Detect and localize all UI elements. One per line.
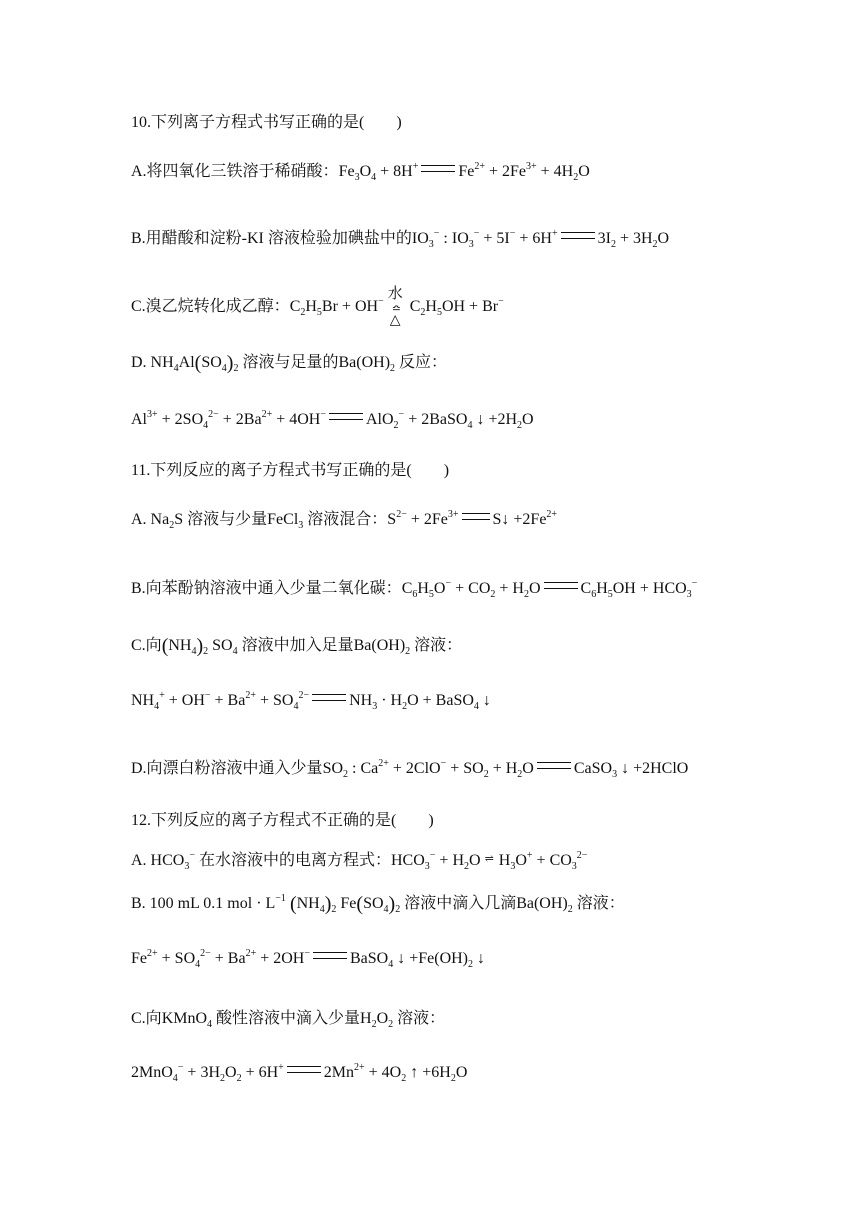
reversible-arrow: ⇌ bbox=[484, 853, 495, 865]
q10-option-a: A.将四氧化三铁溶于稀硝酸：$Fe_3O_4 + 8H^+$ $Fe^{2+} + 2Fe^{3+} + 4H_2O$ bbox=[131, 161, 590, 183]
q11-option-d: D.向漂白粉溶液中通入少量$SO_2$ : $Ca^{2+} + 2ClO^- + SO_2 + H_2O$ CaSO$_3$ ↓ +2HClO bbox=[131, 758, 689, 780]
q10-option-b: B.用醋酸和淀粉-KI 溶液检验加碘盐中的$IO_3^-$ : $IO_3^- + 5I^- + 6H^+$ $3I_2 + 3H_2O$ bbox=[131, 228, 670, 250]
q12-option-c-equation: $2MnO_4^- + 3H_2O_2 + 6H^+$ $2Mn^{2+} + 4O_2$ ↑ $+6H_2O$ bbox=[131, 1062, 468, 1084]
q11-option-a: A. $Na_2S$ 溶液与少量FeCl$_3$ 溶液混合：$S^{2-} + 2Fe^{3+}$ S↓ $+2Fe^{2+}$ bbox=[131, 509, 558, 531]
q10-option-d-equation: $Al^{3+} + 2SO_4^{2-} + 2Ba^{2+} + 4OH^-$ AlO$_2$− + 2BaSO$_4$ ↓ $+2H_2O$ bbox=[131, 409, 534, 431]
q11-title: 11.下列反应的离子方程式书写正确的是( ) bbox=[131, 462, 450, 479]
q11-option-c-equation: $NH_4^+ + OH^- + Ba^{2+} + SO_4^{2-}$ $NH_3 \cdot H_2O$ + BaSO$_4$ ↓ bbox=[131, 690, 491, 712]
q12-option-a: A. $HCO_3^-$ 在水溶液中的电离方程式：$HCO_3^- + H_2O$ ⇌ $H_3O^+ + CO_3^{2-}$ bbox=[131, 850, 588, 872]
q11-option-c: C.向$(NH_4)_2$ $SO_4$ 溶液中加入足量$Ba(OH)_2$ 溶液： bbox=[131, 635, 463, 657]
q12-option-b-equation: $Fe^{2+} + SO_4^{2-} + Ba^{2+} + 2OH^-$ BaSO$_4$ ↓ $+Fe(OH)_2$ ↓ bbox=[131, 948, 486, 970]
q12-title: 12.下列反应的离子方程式不正确的是( ) bbox=[131, 812, 434, 829]
q12-option-c: C.向KMnO$_4$ 酸性溶液中滴入少量$H_2O_2$ 溶液： bbox=[131, 1010, 446, 1030]
q11-option-b: B.向苯酚钠溶液中通入少量二氧化碳：$C_6H_5O^- + CO_2 + H_2O$ $C_6H_5OH + HCO_3^-$ bbox=[131, 578, 698, 600]
q10-option-d: D. $NH_4Al(SO_4)_2$ 溶液与足量的$Ba(OH)_2$ 反应： bbox=[131, 352, 448, 374]
q10-option-c: C.溴乙烷转化成乙醇：$C_2H_5Br + OH^-$ 水 ≏ △ $C_2H_5OH + Br^-$ bbox=[131, 286, 504, 328]
q12-option-b: B. 100 mL 0.1 mol · $L^{-1}$ $(NH_4)_2$ $Fe(SO_4)_2$ 溶液中滴入几滴$Ba(OH)_2$ 溶液： bbox=[131, 893, 625, 915]
reaction-condition: 水 ≏ △ bbox=[387, 286, 403, 328]
q10-title: 10.下列离子方程式书写正确的是( ) bbox=[131, 114, 402, 131]
